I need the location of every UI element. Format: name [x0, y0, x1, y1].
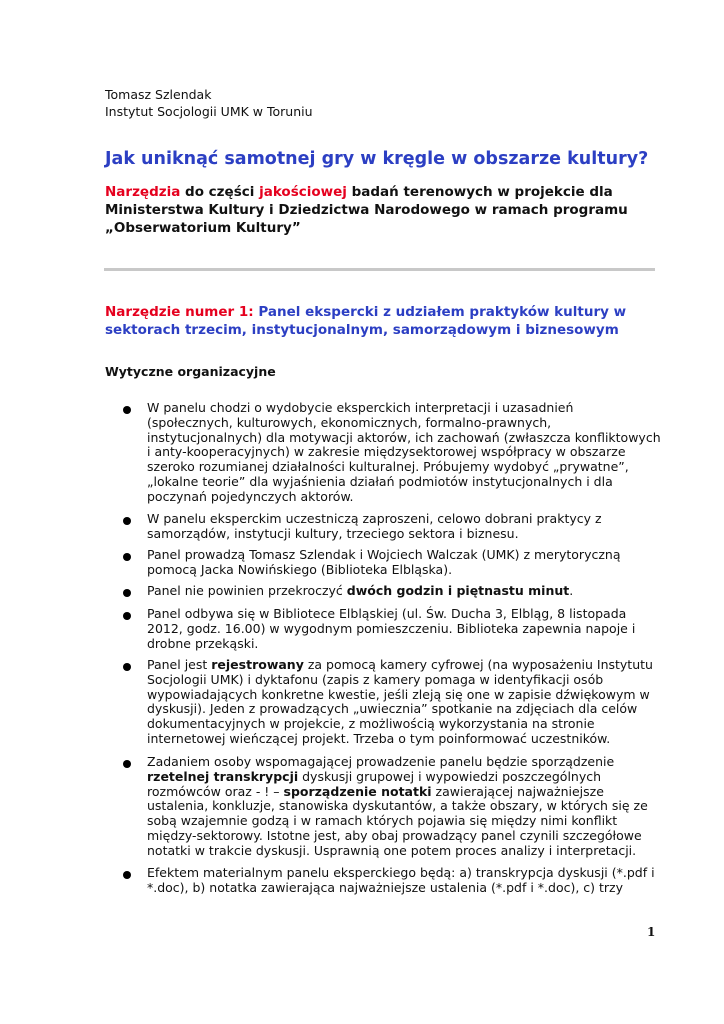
bullet-icon: [123, 406, 131, 414]
list-item-pre: Panel jest: [147, 657, 212, 672]
list-item: [123, 584, 663, 599]
author-institution: Instytut Socjologii UMK w Toruniu: [105, 104, 313, 119]
subtitle-red-1: Narzędzia: [105, 184, 181, 200]
list-item-bold: rzetelnej transkrypcji: [147, 768, 299, 784]
subtitle-text-1: do części: [180, 184, 260, 200]
list-item: [123, 866, 663, 896]
bullet-icon: [123, 517, 131, 525]
list-item-post: zawierającej najważniejsze ustalenia, konkluzje, stanowiska dyskutantów, a także obszary, w których się ze sobą wzajemnie godzą i w ramach których pojawia się między nimi konflikt między-sektorowy. Istotne jest, aby obaj prowadzący panel czynili szczegółowe notatki w trakcie dyskusji. Usprawnią one potem proces analizy i interpretacji.: [147, 783, 648, 858]
bullet-icon: [123, 589, 131, 597]
page-number: 1: [647, 925, 656, 939]
author-block: [105, 86, 313, 120]
list-item: [123, 607, 663, 651]
list-item-text: [147, 755, 663, 859]
subtitle-red-2: jakościowej: [259, 184, 347, 200]
list-item: [123, 755, 663, 859]
list-item-pre: Panel nie powinien przekroczyć: [147, 583, 347, 598]
list-item-bold: rejestrowany: [211, 657, 304, 672]
document-title: Jak uniknąć samotnej gry w kręgle w obszarze kultury?: [105, 149, 649, 169]
bullet-icon: [123, 663, 131, 671]
list-item: [123, 658, 663, 747]
tool-heading: [105, 303, 665, 339]
list-item: [123, 548, 663, 578]
author-name: Tomasz Szlendak: [105, 87, 212, 102]
tool-label: Narzędzie numer 1:: [105, 304, 254, 320]
list-item-text: Panel prowadzą Tomasz Szlendak i Wojciech Walczak (UMK) z merytoryczną pomocą Jacka Nowińskiego (Biblioteka Elbląska).: [147, 547, 621, 577]
tool-text: Panel ekspercki z udziałem praktyków kultury w sektorach trzecim, instytucjonalnym, samorządowym i biznesowym: [105, 304, 627, 338]
list-item-bold-2: sporządzenie notatki: [283, 783, 432, 799]
list-item: [123, 512, 663, 542]
list-item-pre: Zadaniem osoby wspomagającej prowadzenie panelu będzie sporządzenie: [147, 754, 615, 769]
bullet-icon: [123, 553, 131, 561]
document-subtitle: [105, 183, 665, 237]
bullet-icon: [123, 871, 131, 879]
list-item-text: Efektem materialnym panelu eksperckiego będą: a) transkrypcja dyskusji (*.pdf i *.doc), b) notatka zawierająca najważniejsze ustalenia (*.pdf i *.doc), c) trzy: [147, 865, 655, 895]
horizontal-divider: [104, 268, 655, 271]
list-item-post: za pomocą kamery cyfrowej (na wyposażeniu Instytutu Socjologii UMK) i dyktafonu (zapis z kamery pomaga w identyfikacji osób wypowiadających konkretne kwestie, jeśli zleją się one w zapisie dźwiękowym w dyskusji). Jeden z prowadzących „uwiecznia” spotkanie na zdjęciach dla celów dokumentacyjnych w projekcie, z możliwością wykorzystania na stronie internetowej wieńczącej projekt. Trzeba o tym poinformować uczestników.: [147, 657, 653, 746]
bullet-icon: [123, 612, 131, 620]
bullet-icon: [123, 760, 131, 768]
list-item-text: W panelu eksperckim uczestniczą zaproszeni, celowo dobrani praktycy z samorządów, instytucji kultury, trzeciego sektora i biznesu.: [147, 511, 602, 541]
list-item: [123, 401, 663, 505]
list-item-post: .: [569, 583, 574, 598]
list-item-text: [147, 584, 663, 599]
list-item-text: [147, 658, 663, 747]
list-item-bold: dwóch godzin i piętnastu minut: [346, 583, 570, 598]
list-item-text: Panel odbywa się w Bibliotece Elbląskiej (ul. Św. Ducha 3, Elbląg, 8 listopada 2012, godz. 16.00) w wygodnym pomieszczeniu. Biblioteka zapewnia napoje i drobne przekąski.: [147, 606, 636, 651]
list-item-text: W panelu chodzi o wydobycie eksperckich interpretacji i uzasadnień (społecznych, kulturowych, ekonomicznych, formalno-prawnych, instytucjonalnych) dla motywacji aktorów, ich zachowań (zwłaszcza konfliktowych i anty-kooperacyjnych) w zakresie międzysektorowej współpracy w obszarze szeroko rozumianej działalności kulturalnej. Próbujemy wydobyć „prywatne”, „lokalne teorie” dla wyjaśnienia działań podmiotów instytucjonalnych i dla poczynań pojedynczych aktorów.: [147, 400, 661, 504]
section-heading: Wytyczne organizacyjne: [105, 364, 276, 379]
list-item-mid: dyskusji grupowej i wypowiedzi poszczególnych rozmówców oraz - ! –: [147, 768, 602, 799]
subtitle-text-2: badań terenowych w projekcie dla Ministerstwa Kultury i Dziedzictwa Narodowego w ramach programu „Obserwatorium Kultury”: [105, 184, 628, 236]
